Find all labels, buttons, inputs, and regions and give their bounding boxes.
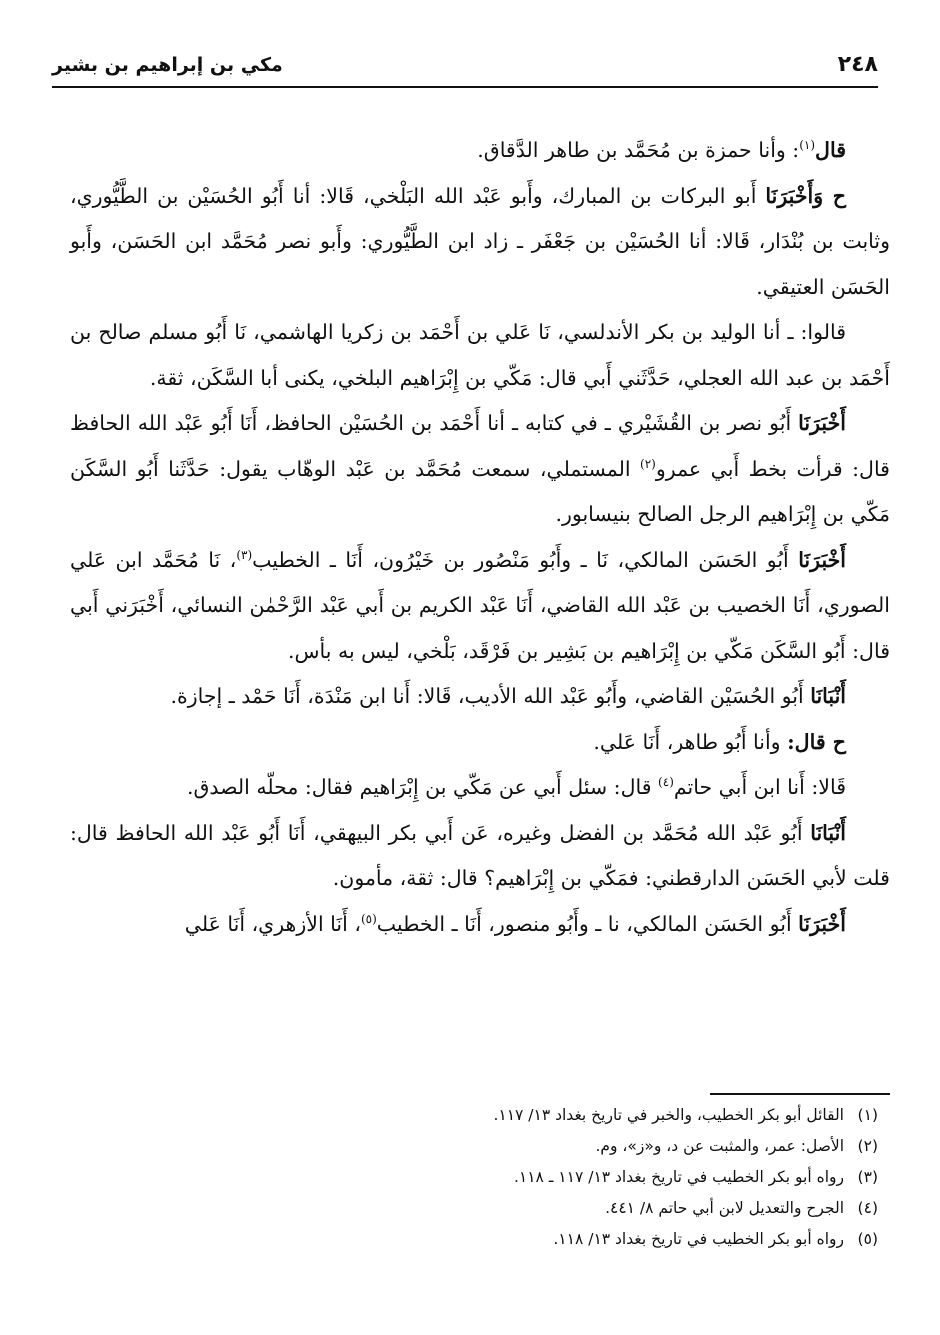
paragraph-tail: المستملي، سمعت مُحَمَّد بن عَبْد الوهّاب يقول: حَدَّثَنا أَبُو السَّكَن مَكّي بن إِبْرَاهيم الرجل الصالح بنيسابور.	[70, 456, 890, 526]
running-title: مكي بن إبراهيم بن بشير	[52, 54, 283, 76]
footnote-4	[70, 1193, 878, 1224]
paragraph-lead: أَنْبَانَا	[810, 684, 846, 708]
paragraph-1	[70, 128, 890, 174]
footnote-ref-1: (١)	[799, 138, 816, 153]
footnote-number: (٥)	[857, 1230, 878, 1248]
paragraph-lead: ح قال:	[787, 729, 846, 754]
paragraph-text: أَبُو عَبْد الله مُحَمَّد بن الفضل وغيره، عَن أَبي بكر البيهقي، أَنَا أَبُو عَبْد الله الحافظ قال: قلت لأبي الحَسَن الدارقطني: فمَكّي بن إِبْرَاهيم؟ قال: ثقة، مأمون.	[70, 820, 890, 890]
paragraph-6	[70, 674, 890, 720]
footnote-2	[70, 1131, 878, 1162]
footnote-number: (٢)	[857, 1137, 878, 1155]
footnote-text: الأصل: عمر، والمثبت عن د، و«ز»، وم.	[595, 1137, 844, 1155]
footnote-5	[70, 1224, 878, 1255]
paragraph-lead: أَخْبَرَنَا	[798, 547, 847, 572]
paragraph-text: وأنا أَبُو طاهر، أَنَا عَلي.	[593, 729, 788, 754]
paragraph-8	[70, 765, 890, 811]
page-header	[52, 52, 878, 88]
footnote-text: رواه أبو بكر الخطيب في تاريخ بغداد ١٣/ ١١٨.	[553, 1230, 844, 1248]
paragraph-lead: أَخْبَرَنَا	[798, 411, 846, 435]
footnote-ref-4: (٤)	[658, 775, 674, 790]
paragraph-text: قَالا: أَنا ابن أَبي حاتم	[673, 775, 846, 799]
paragraph-lead: قال	[815, 138, 846, 162]
paragraph-lead: أَخْبَرَنَا	[798, 911, 846, 936]
footnote-divider	[710, 1093, 890, 1095]
paragraph-9	[70, 811, 890, 902]
page-number: ٢٤٨	[837, 52, 878, 77]
paragraph-tail: قال: سئل أَبي عن مَكّي بن إِبْرَاهيم فقال: محلّه الصدق.	[186, 775, 659, 799]
footnote-text: الجرح والتعديل لابن أبي حاتم ٨/ ٤٤١.	[605, 1199, 844, 1217]
paragraph-text: أَبُو نصر بن القُشَيْري ـ في كتابه ـ أنا أَحْمَد بن الحُسَيْن الحافظ، أَنَا أَبُو عَبْد الله الحافظ قال: قرأت بخط أَبي عمرو	[70, 411, 890, 481]
paragraph-10	[70, 902, 890, 948]
footnote-number: (١)	[857, 1106, 878, 1124]
paragraph-tail: ، أَنَا الأزهري، أَنَا عَلي	[184, 911, 361, 936]
paragraph-5	[70, 538, 890, 675]
paragraph-text: أَبُو الحَسَن المالكي، نَا ـ وأَبُو مَنْصُور بن خَيْرُون، أَنَا ـ الخطيب	[252, 547, 799, 572]
paragraph-4	[70, 401, 890, 538]
paragraph-lead: ح وَأَخْبَرَنَا	[765, 183, 847, 208]
paragraph-text: : وأنا حمزة بن مُحَمَّد بن طاهر الدَّقاق.	[477, 138, 800, 162]
footnote-number: (٣)	[857, 1168, 878, 1186]
footnote-ref-5: (٥)	[360, 911, 377, 926]
paragraph-text: قالوا: ـ أنا الوليد بن بكر الأندلسي، نَا عَلي بن أَحْمَد بن زكريا الهاشمي، نَا أَبُو مسلم صالح بن أَحْمَد بن عبد الله العجلي، حَدَّثَني أَبي قال: مَكّي بن إِبْرَاهيم البلخي، يكنى أبا السَّكَن، ثقة.	[70, 320, 890, 390]
paragraph-text: أَبُو الحُسَيْن القاضي، وأَبُو عَبْد الله الأديب، قَالا: أَنا ابن مَنْدَة، أَنَا حَمْد ـ إجازة.	[170, 684, 811, 708]
paragraph-text: أَبو البركات بن المبارك، وأَبو عَبْد الله البَلْخي، قَالا: أنا أَبُو الحُسَيْن بن الطَّيُّوري، وثابت بن بُنْدَار، قَالا: أنا الحُسَيْن بن جَعْفَر ـ زاد ابن الطَّيُّوري: وأَبو نصر مُحَمَّد ابن الحَسَن، وأَبو الحَسَن العتيقي.	[70, 183, 890, 299]
paragraph-text: أَبُو الحَسَن المالكي، نا ـ وأَبُو منصور، أَنَا ـ الخطيب	[376, 911, 799, 936]
main-text	[70, 128, 890, 947]
paragraph-3	[70, 310, 890, 401]
footnote-ref-2: (٢)	[640, 456, 656, 471]
paragraph-lead: أَنْبَانَا	[810, 820, 846, 845]
footnote-1	[70, 1100, 878, 1131]
footnote-3	[70, 1162, 878, 1193]
footnote-text: القائل أبو بكر الخطيب، والخبر في تاريخ بغداد ١٣/ ١١٧.	[493, 1106, 844, 1124]
paragraph-7	[70, 720, 890, 766]
paragraph-tail: ، نَا مُحَمَّد ابن عَلي الصوري، أَنَا الخصيب بن عَبْد الله القاضي، أَنَا عَبْد الكريم بن أَبي عَبْد الرَّحْمٰن النسائي، أَخْبَرَني أَبي قال: أَبُو السَّكَن مَكّي بن إِبْرَاهيم بن بَشِير بن فَرْقَد، بَلْخي، ليس به بأس.	[70, 547, 890, 663]
footnote-number: (٤)	[857, 1199, 878, 1217]
footnote-ref-3: (٣)	[236, 547, 253, 562]
footnotes	[70, 1100, 878, 1255]
footnote-text: رواه أبو بكر الخطيب في تاريخ بغداد ١٣/ ١١٧ ـ ١١٨.	[513, 1168, 844, 1186]
paragraph-2	[70, 174, 890, 311]
